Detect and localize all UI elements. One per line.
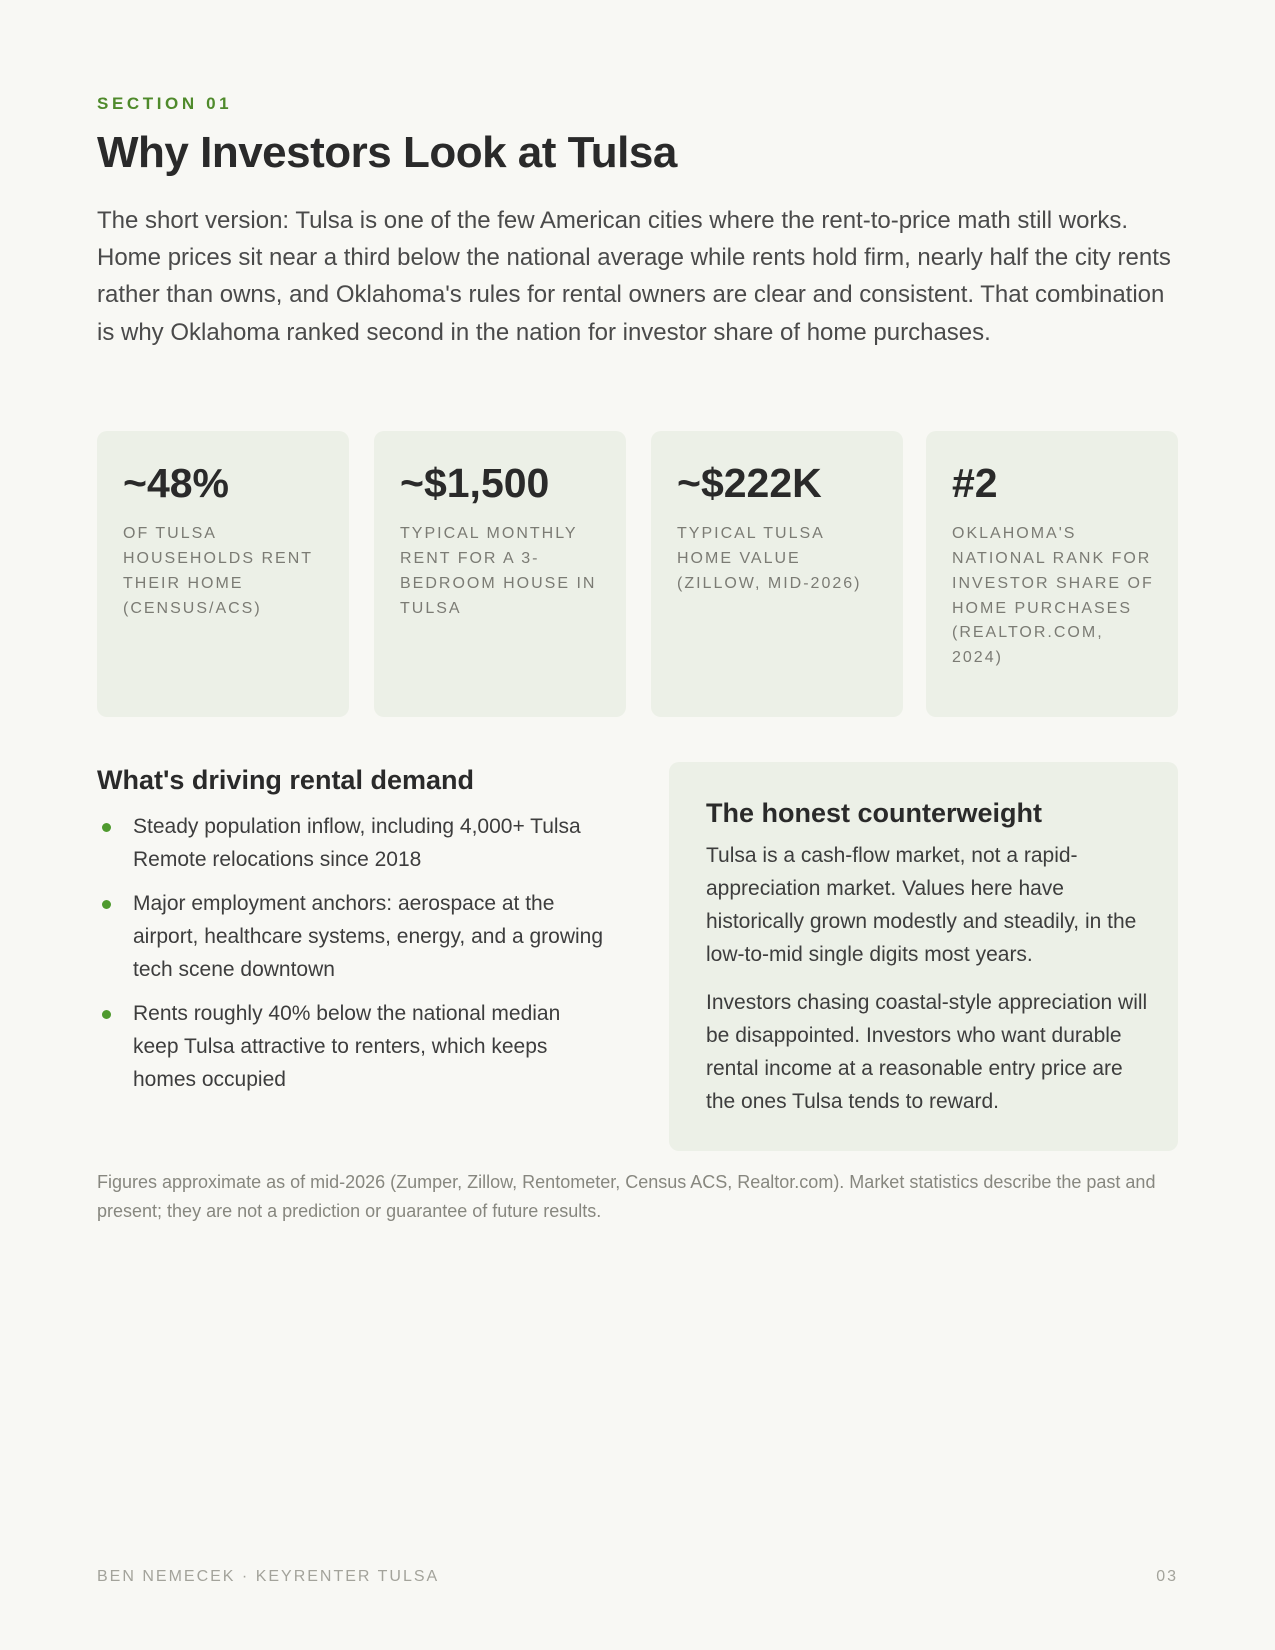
stat-value: ~$1,500 bbox=[400, 460, 550, 506]
stat-label: TYPICAL TULSA HOME VALUE (ZILLOW, MID-2026) bbox=[677, 525, 862, 592]
page-title: Why Investors Look at Tulsa bbox=[97, 128, 677, 177]
stat-card-home-value bbox=[651, 431, 903, 717]
counterweight-callout bbox=[669, 762, 1178, 1151]
stat-card-renter-share bbox=[97, 431, 349, 717]
stat-value: ~48% bbox=[123, 460, 230, 506]
stat-label: TYPICAL MONTHLY RENT FOR A 3-BEDROOM HOUSE IN TULSA bbox=[400, 525, 597, 617]
counterweight-paragraph: Investors chasing coastal-style appreciation will be disappointed. Investors who want durable rental income at a reasonable entry price are the ones Tulsa tends to reward. bbox=[706, 991, 1148, 1113]
stat-value: ~$222K bbox=[677, 460, 822, 506]
page-number: 03 bbox=[1156, 1568, 1178, 1585]
counterweight-heading: The honest counterweight bbox=[706, 798, 1043, 828]
rental-demand-list bbox=[97, 810, 607, 1096]
bullet-icon bbox=[102, 823, 111, 832]
list-item bbox=[97, 887, 607, 986]
section-eyebrow: SECTION 01 bbox=[97, 94, 233, 113]
stat-value: #2 bbox=[952, 460, 998, 506]
bullet-icon bbox=[102, 1010, 111, 1019]
bullet-icon bbox=[102, 900, 111, 909]
list-item bbox=[97, 997, 607, 1096]
rental-demand-section bbox=[97, 765, 607, 1107]
footnote: Figures approximate as of mid-2026 (Zumper, Zillow, Rentometer, Census ACS, Realtor.com). Market statistics describe the past and present; they are not a prediction or guarantee of future results. bbox=[97, 1172, 1156, 1221]
stats-row bbox=[97, 431, 1178, 717]
stat-card-monthly-rent bbox=[374, 431, 626, 717]
rental-demand-heading: What's driving rental demand bbox=[97, 765, 474, 795]
list-item-text: Rents roughly 40% below the national median keep Tulsa attractive to renters, which keeps homes occupied bbox=[133, 1002, 561, 1091]
list-item-text: Steady population inflow, including 4,000+ Tulsa Remote relocations since 2018 bbox=[133, 815, 581, 871]
list-item bbox=[97, 810, 607, 876]
stat-card-national-rank bbox=[926, 431, 1178, 717]
stat-label: OKLAHOMA'S NATIONAL RANK FOR INVESTOR SHARE OF HOME PURCHASES (REALTOR.COM, 2024) bbox=[952, 525, 1154, 667]
stat-label: OF TULSA HOUSEHOLDS RENT THEIR HOME (CENSUS/ACS) bbox=[123, 525, 313, 617]
footer-author: BEN NEMECEK · KEYRENTER TULSA bbox=[97, 1568, 440, 1585]
counterweight-paragraph: Tulsa is a cash-flow market, not a rapid-appreciation market. Values here have historically grown modestly and steadily, in the low-to-mid single digits most years. bbox=[706, 844, 1137, 966]
list-item-text: Major employment anchors: aerospace at the airport, healthcare systems, energy, and a growing tech scene downtown bbox=[133, 892, 604, 981]
intro-paragraph: The short version: Tulsa is one of the few American cities where the rent-to-price math still works. Home prices sit near a third below the national average while rents hold firm, nearly half the city rents rather than owns, and Oklahoma's rules for rental owners are clear and consistent. That combination is why Oklahoma ranked second in the nation for investor share of home purchases. bbox=[97, 207, 1171, 346]
